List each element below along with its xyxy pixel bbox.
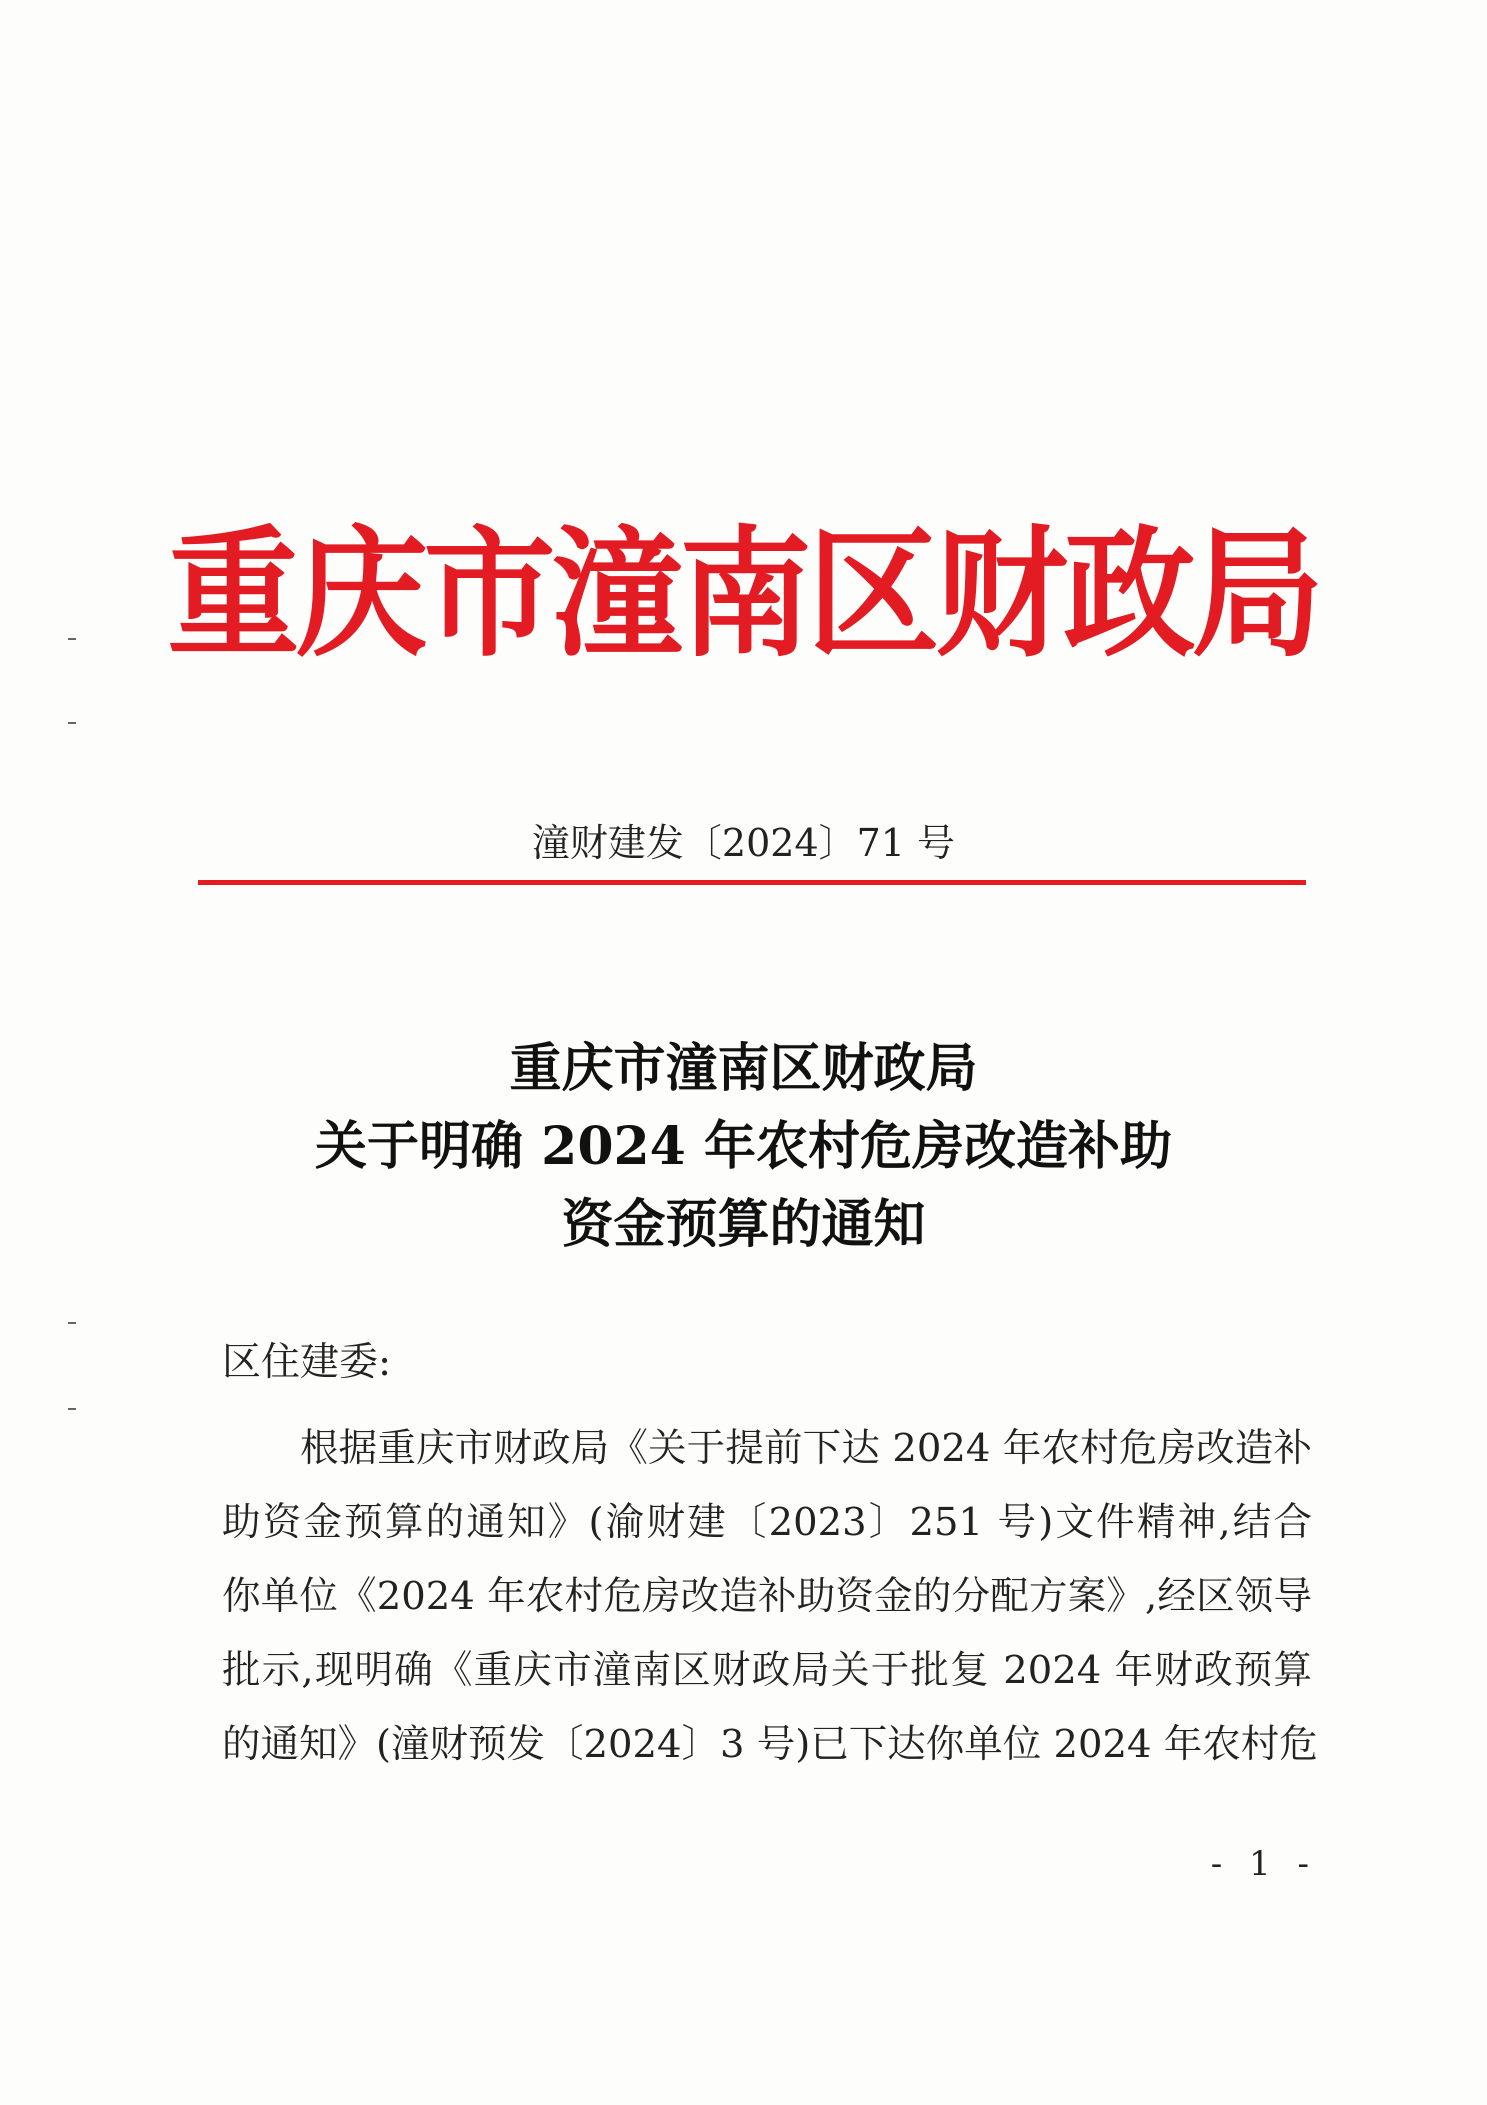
body-line: 你单位《2024 年农村危房改造补助资金的分配方案》,经区领导 xyxy=(222,1574,1312,1619)
margin-mark xyxy=(68,1322,76,1324)
recipient-salutation: 区住建委: xyxy=(222,1340,392,1385)
body-line: 的通知》(潼财预发〔2024〕3 号)已下达你单位 2024 年农村危 xyxy=(222,1722,1318,1767)
body-line: 批示,现明确《重庆市潼南区财政局关于批复 2024 年财政预算 xyxy=(222,1648,1312,1693)
red-divider-line xyxy=(198,880,1306,885)
margin-mark xyxy=(68,1408,76,1410)
margin-mark xyxy=(68,722,76,724)
body-paragraph xyxy=(222,1412,1318,1782)
page-number: - 1 - xyxy=(1210,1844,1317,1884)
body-line: 助资金预算的通知》(渝财建〔2023〕251 号)文件精神,结合 xyxy=(222,1500,1312,1545)
agency-red-header: 重庆市潼南区财政局 xyxy=(167,513,1320,677)
document-number: 潼财建发〔2024〕71 号 xyxy=(531,821,956,865)
title-line: 关于明确 2024 年农村危房改造补助 xyxy=(315,1116,1172,1177)
notice-title xyxy=(0,1030,1487,1264)
title-line: 资金预算的通知 xyxy=(561,1194,926,1255)
body-line: 根据重庆市财政局《关于提前下达 2024 年农村危房改造补 xyxy=(300,1426,1312,1471)
title-line: 重庆市潼南区财政局 xyxy=(509,1038,978,1099)
